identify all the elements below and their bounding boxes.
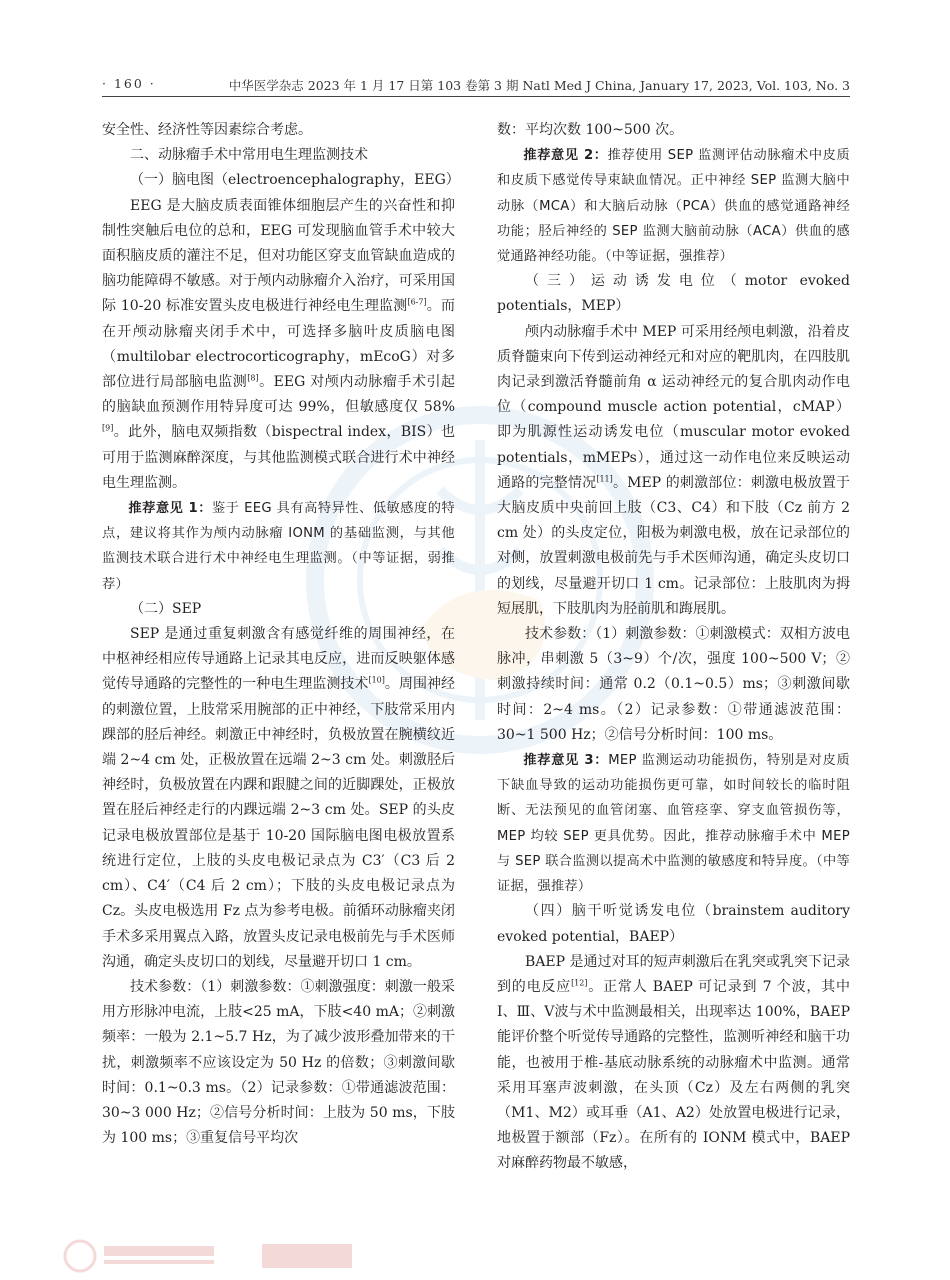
left-column [102, 118, 460, 1151]
paragraph-mep-params: 技术参数：（1）刺激参数：①刺激模式：双相方波电脉冲，串刺激 5（3~9）个/次，强度 100~500 V；②刺激持续时间：通常 0.2（0.1~0.5）ms；③刺激间歇时间：2~4 ms。（2）记录参数：①带通滤波范围：30~1 500 Hz；②信号分析时间：100 ms。 [497, 626, 850, 743]
running-header [102, 76, 850, 96]
citation: [11] [596, 474, 613, 484]
recommendation-3: 推荐意见 3：MEP 监测运动功能损伤，特别是对皮质下缺血导致的运动功能损伤更可靠，如时间较长的临时阻断、无法预见的血管闭塞、血管痉挛、穿支血管损伤等，MEP 均较 SEP 更具优势。因此，推荐动脉瘤手术中 MEP 与 SEP 联合监测以提高术中监测的敏感度和特异度。（中等证据，强推荐） [497, 753, 850, 895]
paragraph: 安全性、经济性等因素综合考虑。 [102, 122, 312, 138]
paragraph-baep: BAEP 是通过对耳的短声刺激后在乳突或乳突下记录到的电反应[12]。正常人 BAEP 可记录到 7 个波，其中Ⅰ、Ⅲ、Ⅴ波与术中监测最相关，出现率达 100%，BAEP 能评价整个听觉传导通路的完整性，监测听神经和脑干功能，也被用于椎-基底动脉系统的动脉瘤术中监测。通常采用耳塞声波刺激，在头顶（Cz）及左右两侧的乳突（M1、M2）或耳垂（A1、A2）处放置电极进行记录，地极置于额部（Fz）。在所有的 IONM 模式中，BAEP 对麻醉药物最不敏感， [497, 953, 851, 1172]
subsection-heading-eeg: （一）脑电图（electroencephalography，EEG） [130, 172, 460, 189]
journal-citation: 中华医学杂志 2023 年 1 月 17 日第 103 卷第 3 期 Natl Med J China, January 17, 2023, Vol. 103, No. 3 [228, 78, 850, 93]
paragraph-eeg: EEG 是大脑皮质表面锥体细胞层产生的兴奋性和抑制性突触后电位的总和，EEG 可发现脑血管手术中较大面积脑皮质的灌注不足，但对功能区穿支血管缺血造成的脑功能障碍不敏感。对于颅内动脉瘤介入治疗，可采用国际 10-20 标准安置头皮电极进行神经电生理监测[6-7]。而在开颅动脉瘤夹闭手术中，可选择多脑叶皮质脑电图（multilobar electrocorticography，mEcoG）对多部位进行局部脑电监测[8]。EEG 对颅内动脉瘤手术引起的脑缺血预测作用特异度可达 99%，但敏感度仅 58%[9]。此外，脑电双频指数（bispectral index，BIS）也可用于监测麻醉深度，与其他监测模式联合进行术中神经电生理监测。 [102, 197, 455, 491]
subsection-heading-baep: （四）脑干听觉诱发电位（brainstem auditory evoked potential，BAEP） [497, 903, 850, 945]
recommendation-1: 推荐意见 1：鉴于 EEG 具有高特异性、低敏感度的特点，建议将其作为颅内动脉瘤 IONM 的基础监测，与其他监测技术联合进行术中神经电生理监测。（中等证据，弱推荐） [102, 501, 455, 592]
citation: [6-7] [407, 297, 427, 307]
citation: [12] [571, 978, 588, 988]
paragraph: 数：平均次数 100~500 次。 [497, 122, 684, 138]
paragraph-sep: SEP 是通过重复刺激含有感觉纤维的周围神经，在中枢神经相应传导通路上记录其电反应，进而反映躯体感觉传导通路的完整性的一种电生理监测技术[10]。周围神经的刺激位置，上肢常采用腕部的正中神经，下肢常采用内踝部的胫后神经。刺激正中神经时，负极放置在腕横纹近端 2~4 cm 处，正极放置在远端 2~3 cm 处。刺激胫后神经时，负极放置在内踝和跟腱之间的近脚踝处，正极放置在胫后神经走行的内踝远端 2~3 cm 处。SEP 的头皮记录电极放置部位是基于 10-20 国际脑电图电极放置系统进行定位，上肢的头皮电极记录点为 C3′（C3 后 2 cm）、C4′（C4 后 2 cm）；下肢的头皮电极记录点为 Cz。头皮电极选用 Fz 点为参考电极。前循环动脉瘤夹闭手术多采用翼点入路，放置头皮记录电极前先与手术医师沟通，确定头皮切口的划线，尽量避开切口 1 cm。 [102, 626, 456, 970]
section-heading: 二、动脉瘤手术中常用电生理监测技术 [130, 147, 368, 164]
subsection-heading-mep: （三）运动诱发电位（motor evoked potentials，MEP） [497, 273, 850, 315]
header-rule [102, 96, 850, 97]
subsection-heading-sep: （二）SEP [130, 600, 202, 617]
citation: [10] [368, 675, 385, 685]
paragraph-mep: 颅内动脉瘤手术中 MEP 可采用经颅电刺激，沿着皮质脊髓束向下传到运动神经元和对应的靶肌肉，在四肢肌肉记录到激活脊髓前角 α 运动神经元的复合肌肉动作电位（compound muscle action potential，cMAP）即为肌源性运动诱发电位（muscular motor evoked potentials，mMEPs），通过这一动作电位来反映运动通路的完整情况[11]。MEP 的刺激部位：刺激电极放置于大脑皮质中央前回上肢（C3、C4）和下肢（Cz 前方 2 cm 处）的头皮定位，阳极为刺激电极，放在记录部位的对侧，放置刺激电极前先与手术医师沟通，确定头皮切口的划线，尽量避开切口 1 cm。记录部位：上肢肌肉为拇短展肌，下肢肌肉为胫前肌和踇展肌。 [497, 323, 850, 617]
recommendation-2: 推荐意见 2：推荐使用 SEP 监测评估动脉瘤术中皮质和皮质下感觉传导束缺血情况。正中神经 SEP 监测大脑中动脉（MCA）和大脑后动脉（PCA）供血的感觉通路神经功能；胫后神经的 SEP 监测大脑前动脉（ACA）供血的感觉通路神经功能。（中等证据，强推荐） [497, 148, 850, 265]
page-number: · 160 · [102, 76, 156, 91]
citation: [8] [247, 373, 259, 383]
right-column [497, 118, 850, 1177]
paragraph-sep-params: 技术参数：（1）刺激参数：①刺激强度：刺激一般采用方形脉冲电流，上肢<25 mA，下肢<40 mA；②刺激频率：一般为 2.1~5.7 Hz，为了减少波形叠加带来的干扰，刺激频率不应该设定为 50 Hz 的倍数；③刺激间歇时间：0.1~0.3 ms。（2）记录参数：①带通滤波范围：30~3 000 Hz；②信号分析时间：上肢为 50 ms，下肢为 100 ms；③重复信号平均次 [102, 978, 455, 1147]
publisher-logo [62, 1238, 362, 1274]
citation: [9] [102, 423, 114, 433]
